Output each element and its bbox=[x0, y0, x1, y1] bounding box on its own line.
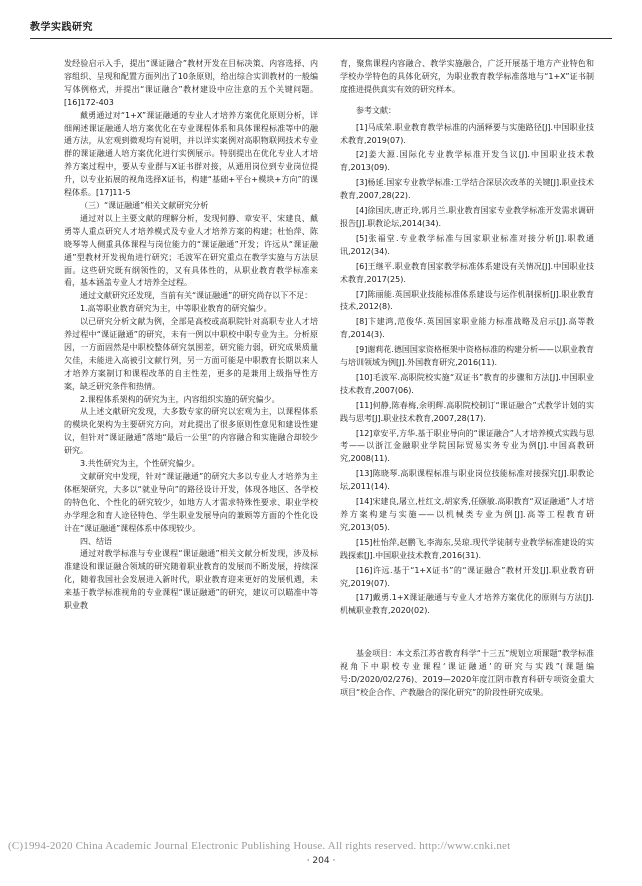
reference-item: [3]杨延.国家专业教学标准:工学结合深层次改革的关键[J].职业技术教育,2007,28(22). bbox=[340, 178, 594, 201]
reference-item: [12]章安平,方华.基于职业导向的“课证融合”人才培养模式实践与思考——以浙江金融职业学院国际贸易实务专业为例[J].中国高教研究,2008(11). bbox=[340, 428, 594, 464]
paragraph: 2.课程体系架构的研究为主，内容组织实施的研究偏少。 bbox=[80, 394, 280, 404]
paragraph: 四、结语 bbox=[80, 536, 112, 546]
reference-item: [4]徐国庆,唐正玲,郭月兰.职业教育国家专业教学标准开发需求调研报告[J].职教论坛,2014(34). bbox=[340, 206, 594, 228]
paragraph: 文献研究中发现，针对“课证融通”的研究大多以专业人才培养为主体框架研究，大多以“就业导向”的路径设计开发，体现各地区、各学校的特色化、个性化的研究较少，如地方人才需求特殊性要求、职业学校办学理念和育人途径特色、学生职业发展导向的兼顾等方面的个性化设计在“课证融通”课程体系中体现较少。 bbox=[64, 472, 318, 533]
header-divider bbox=[30, 38, 612, 39]
paragraph: （三）“课证融通”相关文献研究分析 bbox=[80, 200, 209, 210]
right-column bbox=[340, 58, 594, 700]
references-heading: 参考文献： bbox=[356, 105, 396, 115]
reference-item: [17]戴勇.1+X课证融通与专业人才培养方案优化的原则与方法[J].机械职业教育,2020(02). bbox=[340, 593, 594, 616]
reference-item: [14]宋建良,屠立,杜红文,胡家秀,任颐敏.高职教育“双证融通”人才培养方案构建与实施——以机械类专业为例[J].高等工程教育研究,2013(05). bbox=[340, 497, 594, 532]
funding-note: 基金项目：本文系江苏省教育科学“十三五”规划立项课题“教学标准视角下中职校专业课程‘课证融通’的研究与实践”(课题编号:D/2020/02/276)、2019—2020年度江阴市教育科研专项资金重大项目“校企合作、产教融合的深化研究”的阶段性研究成果。 bbox=[340, 649, 594, 697]
reference-item: [15]杜怡萍,赵鹏飞,李海东,吴琼.现代学徒制专业教学标准建设的实践探索[J].中国职业技术教育,2016(31). bbox=[340, 537, 594, 560]
paragraph: 戴勇通过对“1+X”课证融通的专业人才培养方案优化原则分析，详细阐述课证融通人培方案优化在专业课程体系和具体课程标准等中的融通方法，从宏观到微观均有说明，并以详实案例对高职物联网技术专业群的课证融通人培方案优化进行实例展示。特别提出在优化专业人才培养方案过程中，要从专业群与X证书群对接，从通用岗位到专业岗位提升，以专业拓展的视角选择X证书，构建“基础+平台+模块+方向”的课程体系。[17]11-5 bbox=[64, 110, 318, 198]
reference-item: [1]马成荣.职业教育教学标准的内涵释要与实施路径[J].中国职业技术教育,2019(07). bbox=[340, 122, 594, 145]
running-header: 教学实践研究 bbox=[30, 22, 93, 33]
copyright-footer: (C)1994-2020 China Academic Journal Electronic Publishing House. All rights reserved. http://www.cnki.net bbox=[8, 840, 511, 852]
paragraph: 以已研究分析文献为例，全部是高校或高职院针对高职专业人才培养过程中“课证融通”的研究，未有一例以中职校中职专业为主。分析原因，一方面固然是中职校整体研究氛围差，研究能力弱，研究成果质量欠佳，未能进入高被引文献行列，另一方面可能是中职教育长期以来人才培养方案制订和课程改革的自主性差，更多的是兼用上级指导性方案，缺乏研究条件和热情。 bbox=[64, 317, 318, 391]
reference-item: [13]陈晓琴.高职课程标准与职业岗位技能标准对接探究[J].职教论坛,2011(14). bbox=[340, 469, 594, 492]
paragraph: 通过文献研究还发现，当前有关“课证融通”的研究尚存以下不足： bbox=[80, 291, 313, 301]
reference-item: [9]谢莉花.德国国家资格框架中资格标准的构建分析——以职业教育与培训领域为例[J].外国教育研究,2016(11). bbox=[340, 345, 594, 368]
paragraph: 通过对以上主要文献的理解分析，发现何静、章安平、宋建良、戴勇等人重点研究人才培养模式及专业人才培养方案的构建；杜怡萍、陈晓琴等人侧重具体课程与岗位能力的“课证融通”开发；许远从“课证融通”型教材开发视角进行研究；毛波军在研究重点在教学实施与方法层面。这些研究既有纲领性的，又有具体性的，从职业教育教学标准来看，基本涵盖专业人才培养全过程。 bbox=[64, 213, 318, 288]
reference-item: [2]姜大源.国际化专业教学标准开发刍议[J].中国职业技术教育,2013(09). bbox=[340, 150, 594, 173]
page-number: · 204 · bbox=[306, 856, 336, 866]
reference-item: [10]毛波军.高职院校实施“双证书”教育的步骤和方法[J].中国职业技术教育,2007(06). bbox=[340, 372, 594, 395]
left-column bbox=[64, 58, 318, 613]
reference-item: [16]许远.基于“1+X证书”的“课证融合”教材开发[J].职业教育研究,2019(07). bbox=[340, 565, 594, 588]
reference-item: [5]张福堂.专业教学标准与国家职业标准对接分析[J].职教通讯,2012(34). bbox=[340, 233, 594, 256]
paragraph: 1.高等职业教育研究为主，中等职业教育的研究偏少。 bbox=[80, 304, 272, 314]
paragraph: 通过对教学标准与专业课程“课证融通”相关文献分析发现，涉及标准建设和课证融合领域的研究随着职业教育的发展而不断发展，持续深化，随着我国社会发展进入新时代，职业教育迎来更好的发展机遇，未来基于教学标准视角的专业课程“课证融通”的研究，建议可以瞄准中等职业教 bbox=[64, 549, 318, 611]
reference-item: [7]陈丽能.英国职业技能标准体系建设与运作机制探析[J].职业教育技术,2012(8). bbox=[340, 289, 594, 312]
reference-list bbox=[340, 122, 594, 619]
paragraph: 3.共性研究为主，个性研究偏少。 bbox=[80, 459, 200, 469]
conclusion-continuation: 育，聚焦课程内容融合、教学实施融合，广泛开展基于地方产业特色和学校办学特色的具体化研究，为职业教育教学标准落地与“1+X”证书制度推进提供真实有效的研究样本。 bbox=[340, 59, 594, 94]
paragraph: 发经验启示入手，提出“课证融合”教材开发在目标决策、内容选择、内容组织、呈现和配置方面列出了10条原则，给出综合实训教材的一般编写体例格式，并提出“课证融合”教材建设中应注意的五个关键问题。[16]172-403 bbox=[64, 59, 318, 107]
reference-item: [8]卞建鸿,范俊华.英国国家职业能力标准战略及启示[J].高等教育,2014(3). bbox=[340, 317, 594, 340]
reference-item: [11]何静,陈春梅,余明辉.高职院校制订“课证融合”式教学计划的实践与思考[J].职业技术教育,2007,28(17). bbox=[340, 400, 594, 423]
paragraph: 从上述文献研究发现，大多数专家的研究以宏观为主，以课程体系的模块化架构为主要研究方向，对此提出了很多原则性意见和建设性建议，但针对“课证融通”落地“最后一公里”的内容融合和实施融合却较少研究。 bbox=[64, 407, 318, 456]
reference-item: [6]王继平.职业教育国家教学标准体系建设有关情况[J].中国职业技术教育,2017(25). bbox=[340, 261, 594, 284]
